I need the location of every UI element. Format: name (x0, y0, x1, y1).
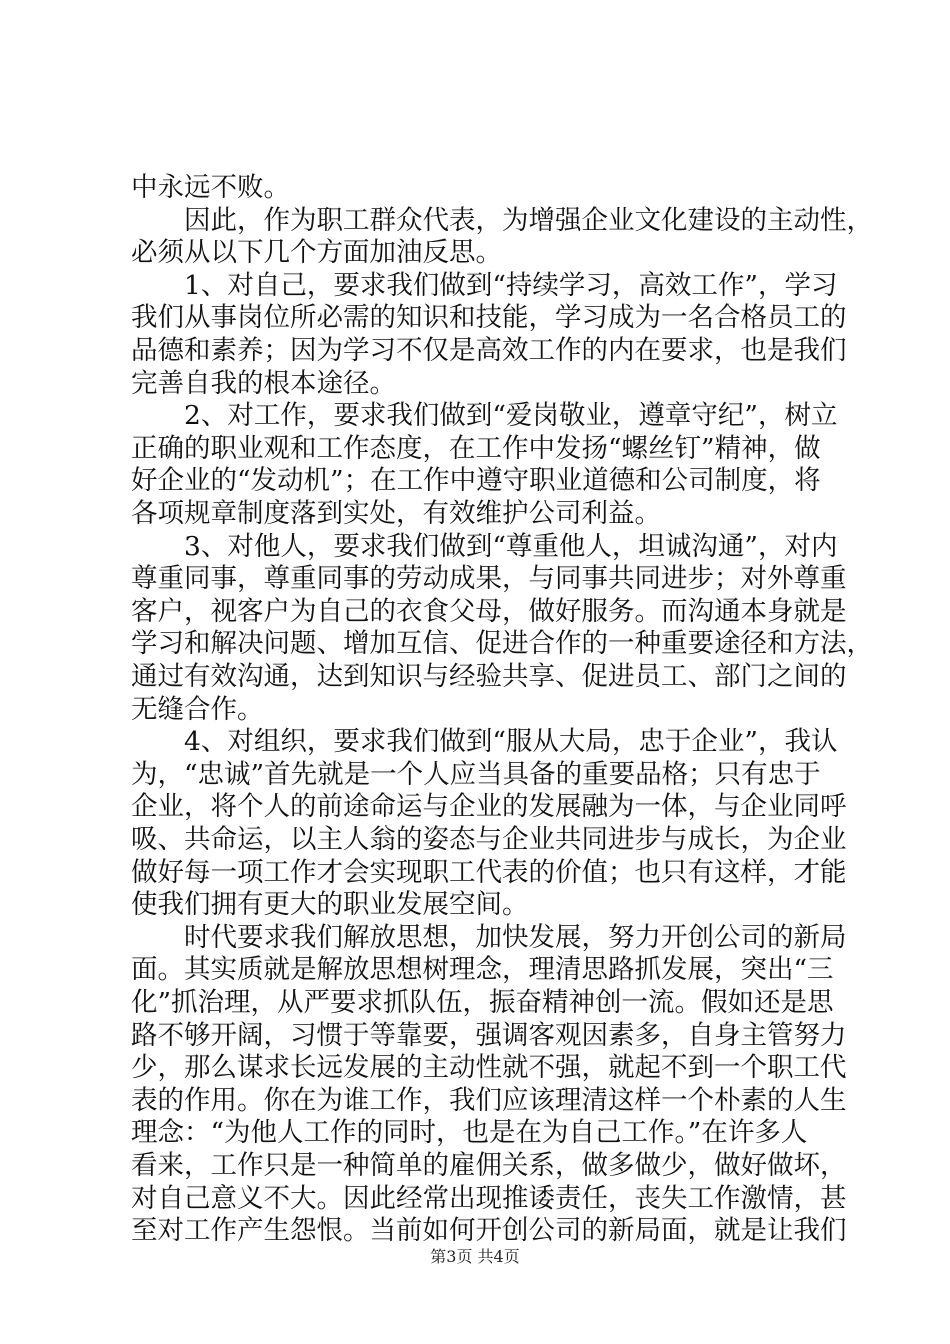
text-line: 完善自我的根本途径。 (131, 367, 396, 399)
page-footer: 第3页 共4页 (430, 1247, 520, 1266)
text-line: 化”抓治理，从严要求抓队伍，振奋精神创一流。假如还是思 (131, 987, 834, 1018)
text-line: 必须从以下几个方面加油反思。 (131, 237, 502, 269)
text-line: 为，“忠诚”首先就是一个人应当具备的重要品格；只有忠于 (131, 758, 821, 790)
text-line: 正确的职业观和工作态度，在工作中发扬“螺丝钉”精神，做 (131, 432, 821, 464)
text-line: 理念：“为他人工作的同时，也是在为自己工作。”在许多人 (131, 1117, 808, 1149)
text-line: 少，那么谋求长远发展的主动性就不强，就起不到一个职工代 (131, 1052, 847, 1084)
text-line: 4、对组织，要求我们做到“服从大局，忠于企业”，我认 (131, 726, 838, 758)
text-line: 企业，将个人的前途命运与企业的发展融为一体，与企业同呼 (131, 791, 847, 823)
text-line: 吸、共命运，以主人翁的姿态与企业共同进步与成长，为企业 (131, 824, 847, 855)
text-line: 至对工作产生怨恨。当前如何开创公司的新局面，就是让我们 (131, 1215, 847, 1247)
text-line: 通过有效沟通，达到知识与经验共享、促进员工、部门之间的 (131, 661, 847, 692)
text-line: 时代要求我们解放思想，加快发展，努力开创公司的新局 (131, 921, 847, 953)
text-line: 客户，视客户为自己的衣食父母，做好服务。而沟通本身就是 (131, 595, 847, 627)
text-line: 对自己意义不大。因此经常出现推诿责任，丧失工作激情，甚 (131, 1182, 847, 1214)
text-line: 品德和素养；因为学习不仅是高效工作的内在要求，也是我们 (131, 335, 847, 366)
text-line: 中永远不败。 (131, 172, 290, 203)
text-line: 我们从事岗位所必需的知识和技能，学习成为一名合格员工的 (131, 302, 847, 334)
text-line: 2、对工作，要求我们做到“爱岗敬业，遵章守纪”，树立 (131, 400, 838, 432)
text-line: 路不够开阔，习惯于等靠要，强调客观因素多，自身主管努力 (131, 1019, 847, 1051)
text-line: 面。其实质就是解放思想树理念，理清思路抓发展，突出“三 (131, 954, 834, 986)
text-line: 做好每一项工作才会实现职工代表的价值；也只有这样，才能 (131, 856, 847, 888)
text-line: 无缝合作。 (131, 693, 264, 725)
text-line: 因此，作为职工群众代表，为增强企业文化建设的主动性， (131, 204, 873, 236)
text-line: 各项规章制度落到实处，有效维护公司利益。 (131, 498, 661, 529)
text-line: 好企业的“发动机”；在工作中遵守职业道德和公司制度，将 (131, 465, 821, 497)
text-line: 3、对他人，要求我们做到“尊重他人，坦诚沟通”，对内 (131, 530, 838, 562)
text-line: 1、对自己，要求我们做到“持续学习，高效工作”，学习 (131, 269, 838, 301)
text-line: 看来，工作只是一种简单的雇佣关系，做多做少，做好做坏， (131, 1150, 847, 1181)
text-line: 表的作用。你在为谁工作，我们应该理清这样一个朴素的人生 (131, 1084, 847, 1116)
text-line: 尊重同事，尊重同事的劳动成果，与同事共同进步；对外尊重 (131, 563, 847, 595)
text-line: 使我们拥有更大的职业发展空间。 (131, 889, 529, 921)
text-line: 学习和解决问题、增加互信、促进合作的一种重要途径和方法， (131, 628, 873, 660)
